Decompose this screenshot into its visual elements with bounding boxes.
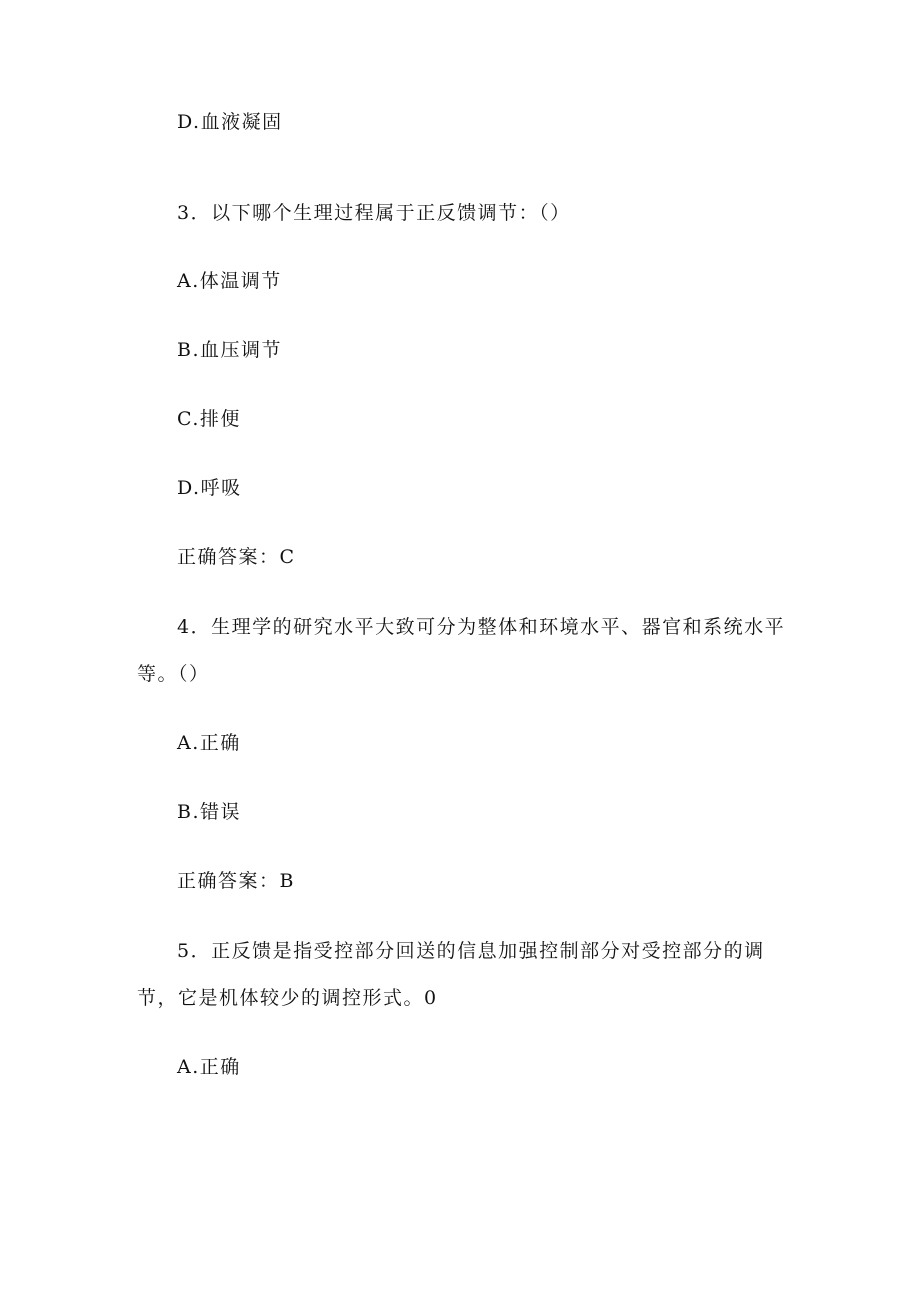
question-3-option-b: B.血压调节 <box>177 339 283 361</box>
question-3-option-a: A.体温调节 <box>177 270 282 292</box>
question-3-option-c: C.排便 <box>177 408 241 430</box>
question-3-answer: 正确答案：C <box>177 546 296 568</box>
question-5-stem-line1: 5．正反馈是指受控部分回送的信息加强控制部分对受控部分的调 <box>177 940 765 962</box>
question-4-option-a: A.正确 <box>177 732 241 754</box>
question-4-stem-line1: 4．生理学的研究水平大致可分为整体和环境水平、器官和系统水平 <box>177 616 786 638</box>
question-3-stem: 3．以下哪个生理过程属于正反馈调节：（） <box>177 202 571 224</box>
question-3-option-d: D.呼吸 <box>177 477 242 499</box>
question-5-stem-line2: 节，它是机体较少的调控形式。0 <box>137 987 438 1009</box>
question-4-stem-line2: 等。（） <box>137 663 210 685</box>
question-5-option-a: A.正确 <box>177 1056 241 1078</box>
option-d-prev: D.血液凝固 <box>177 111 283 133</box>
question-4-option-b: B.错误 <box>177 801 242 823</box>
question-4-answer: 正确答案：B <box>177 870 295 892</box>
